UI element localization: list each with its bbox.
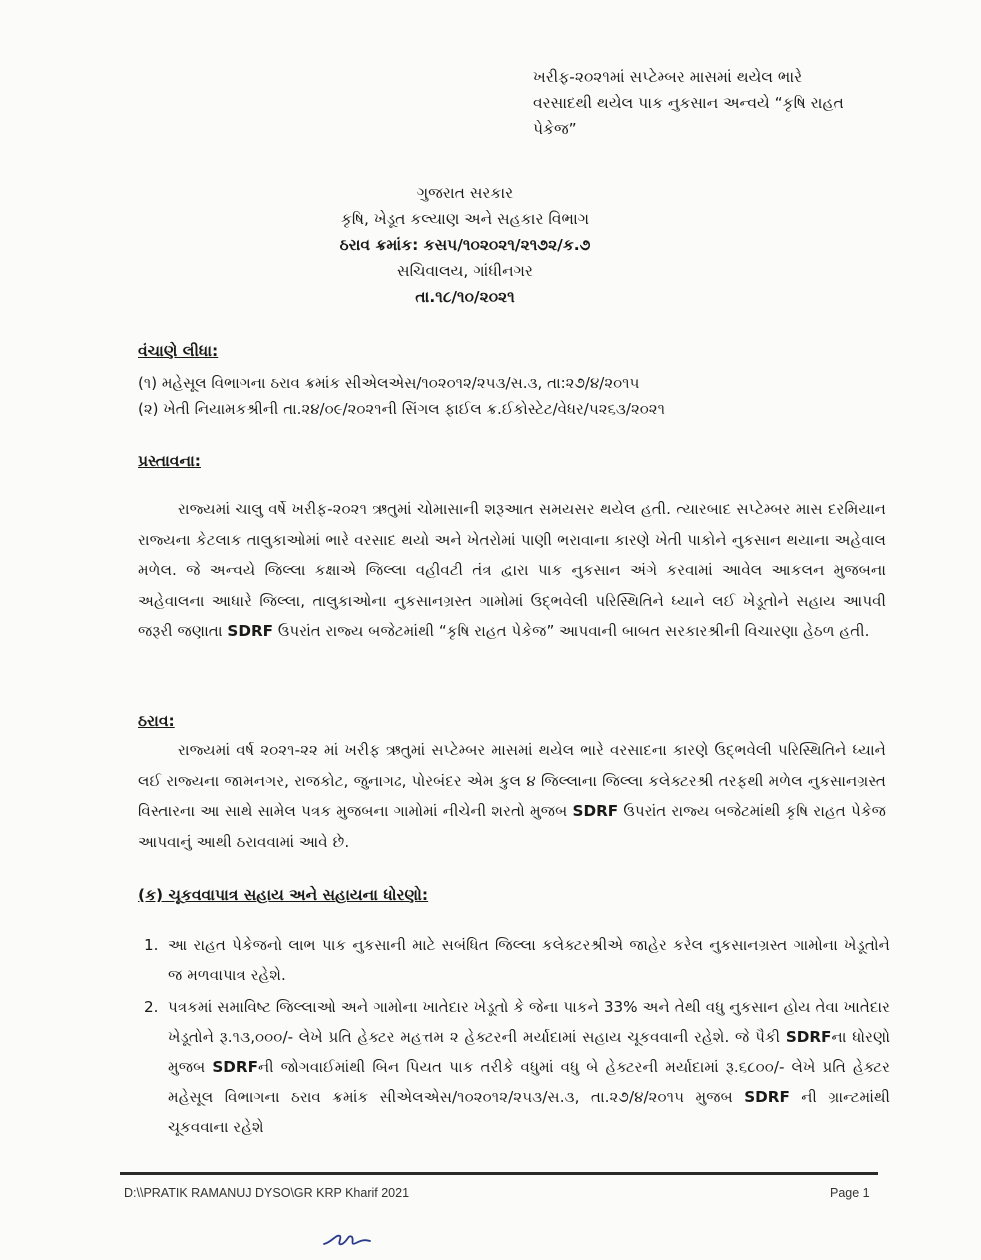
preamble-text: રાજ્યમાં ચાલુ વર્ષે ખરીફ-૨૦૨૧ ઋતુમાં ચોમાસાની શરૂઆત સમયસર થયેલ હતી. ત્યારબાદ સપ્ટેમ્બર માસ દરમિયાન રાજ્યના કેટલાક તાલુકાઓમાં ભારે વરસાદ થયો અને ખેતરોમાં પાણી ભરાવાના કારણે ખેતી પાકોને નુકસાન થયાના અહેવાલ મળેલ. જે અન્વયે જિલ્લા કક્ષાએ જિલ્લા વહીવટી તંત્ર દ્વારા પાક નુકસાન અંગે કરવામાં આવેલ આકલન મુજબના અહેવાલના આધારે જિલ્લા, તાલુકાઓના નુકસાનગ્રસ્ત ગામોમાં ઉદ્ભવેલી પરિસ્થિતિને ધ્યાને લઈ ખેડૂતોને સહાય આપવી જરૂરી જણાતા bbox=[138, 500, 886, 640]
list-text: ની ગ્રાન્ટમાંથી ચૂકવવાના રહેશે bbox=[168, 1088, 890, 1136]
resolution-date: તા.૧૮/૧૦/૨૦૨૧ bbox=[415, 288, 515, 306]
department-name: કૃષિ, ખેડૂત કલ્યાણ અને સહકાર વિભાગ bbox=[340, 210, 590, 228]
government-name: ગુજરાત સરકાર bbox=[416, 184, 514, 202]
resolution-text: રાજ્યમાં વર્ષ ૨૦૨૧-૨૨ માં ખરીફ ઋતુમાં સપ્ટેમ્બર માસમાં થયેલ ભારે વરસાદના કારણે ઉદ્ભવેલી પરિસ્થિતિને ધ્યાને લઈ રાજ્યના જામનગર, રાજકોટ, જુનાગઢ, પોરબંદર એમ કુલ ૪ જિલ્લાના જિલ્લા કલેક્ટરશ્રી તરફથી મળેલ નુકસાનગ્રસ્ત વિસ્તારના આ સાથે સામેલ પત્રક મુજબના ગામોમાં નીચેની શરતો મુજબ bbox=[138, 741, 886, 820]
sdrf-term: SDRF bbox=[785, 1028, 832, 1046]
footer-divider bbox=[120, 1172, 878, 1175]
subject-block bbox=[533, 64, 893, 142]
list-item bbox=[138, 992, 890, 1142]
list-number: 2. bbox=[144, 998, 159, 1016]
footer-file-path: D:\\PRATIK RAMANUJ DYSO\GR KRP Kharif 2021 bbox=[124, 1186, 410, 1200]
list-text: પત્રકમાં સમાવિષ્ટ જિલ્લાઓ અને ગામોના ખાતેદાર ખેડૂતો કે જેના પાકને 33% અને તેથી વધુ નુકસાન હોય તેવા ખાતેદાર ખેડૂતોને રૂ.૧૩,૦૦૦/- લેખે પ્રતિ હેક્ટર મહત્તમ ૨ હેક્ટરની મર્યાદામાં સહાય ચૂકવવાની રહેશે. જે પૈકી bbox=[168, 998, 890, 1046]
signature-mark bbox=[322, 1228, 372, 1250]
preamble-text: ઉપરાંત રાજ્ય બજેટમાંથી “કૃષિ રાહત પેકેજ” આપવાની બાબત સરકારશ્રીની વિચારણા હેઠળ હતી. bbox=[273, 622, 870, 640]
sdrf-term: SDRF bbox=[212, 1058, 258, 1076]
letterhead bbox=[300, 180, 630, 310]
reference-item: (૧) મહેસૂલ વિભાગના ઠરાવ ક્રમાંક સીએલએસ/૧૦૨૦૧૨/૨૫૩/સ.૩, તા:૨૭/૪/૨૦૧૫ bbox=[138, 374, 640, 392]
subject-line: વરસાદથી થયેલ પાક નુકસાન અન્વયે “કૃષિ રાહત bbox=[533, 94, 844, 112]
preamble-paragraph bbox=[138, 494, 886, 647]
footer-page-number: Page 1 bbox=[830, 1186, 870, 1200]
list-item bbox=[138, 930, 890, 990]
subject-line: ખરીફ-૨૦૨૧માં સપ્ટેમ્બર માસમાં થયેલ ભારે bbox=[533, 68, 803, 86]
resolution-number: ઠરાવ ક્રમાંક: કસપ/૧૦૨૦૨૧/૨૧૭૨/ક.૭ bbox=[339, 236, 591, 254]
resolution-paragraph bbox=[138, 735, 886, 857]
sdrf-term: SDRF bbox=[227, 622, 274, 640]
references-heading: વંચાણે લીધા: bbox=[138, 342, 219, 360]
reference-item: (૨) ખેતી નિયામકશ્રીની તા.૨૪/૦૯/૨૦૨૧ની સિંગલ ફાઈલ ક્ર.ઈકોસ્ટેટ/વેધર/૫૨૬૩/૨૦૨૧ bbox=[138, 400, 665, 418]
subject-line: પેકેજ” bbox=[533, 120, 577, 138]
assistance-list bbox=[138, 930, 890, 1144]
sdrf-term: SDRF bbox=[744, 1088, 790, 1106]
list-text: ની જોગવાઈમાંથી બિન પિયત પાક તરીકે વધુમાં વધુ બે હેક્ટરની મર્યાદામાં રૂ.૬૮૦૦/- લેખે પ્રતિ હેક્ટર મહેસૂલ વિભાગના ઠરાવ ક્રમાંક સીએલએસ/૧૦૨૦૧૨/૨૫૩/સ.૩, તા.૨૭/૪/૨૦૧૫ મુજબ bbox=[168, 1058, 890, 1106]
assistance-heading: (ક) ચૂકવવાપાત્ર સહાય અને સહાયના ધોરણો: bbox=[138, 886, 429, 904]
list-text: આ રાહત પેકેજનો લાભ પાક નુકસાની માટે સબંધિત જિલ્લા કલેક્ટરશ્રીએ જાહેર કરેલ નુકસાનગ્રસ્ત ગામોના ખેડૂતોને જ મળવાપાત્ર રહેશે. bbox=[168, 936, 890, 984]
resolution-heading: ઠરાવ: bbox=[138, 712, 175, 730]
list-text: ના ધોરણો મુજબ bbox=[168, 1028, 891, 1076]
list-number: 1. bbox=[144, 936, 159, 954]
preamble-heading: પ્રસ્તાવના: bbox=[138, 452, 202, 470]
sdrf-term: SDRF bbox=[572, 802, 619, 820]
resolution-text: ઉપરાંત રાજ્ય બજેટમાંથી કૃષિ રાહત પેકેજ આપવાનું આથી ઠરાવવામાં આવે છે. bbox=[138, 802, 886, 851]
references-list bbox=[138, 370, 898, 422]
office-place: સચિવાલય, ગાંધીનગર bbox=[397, 262, 533, 280]
